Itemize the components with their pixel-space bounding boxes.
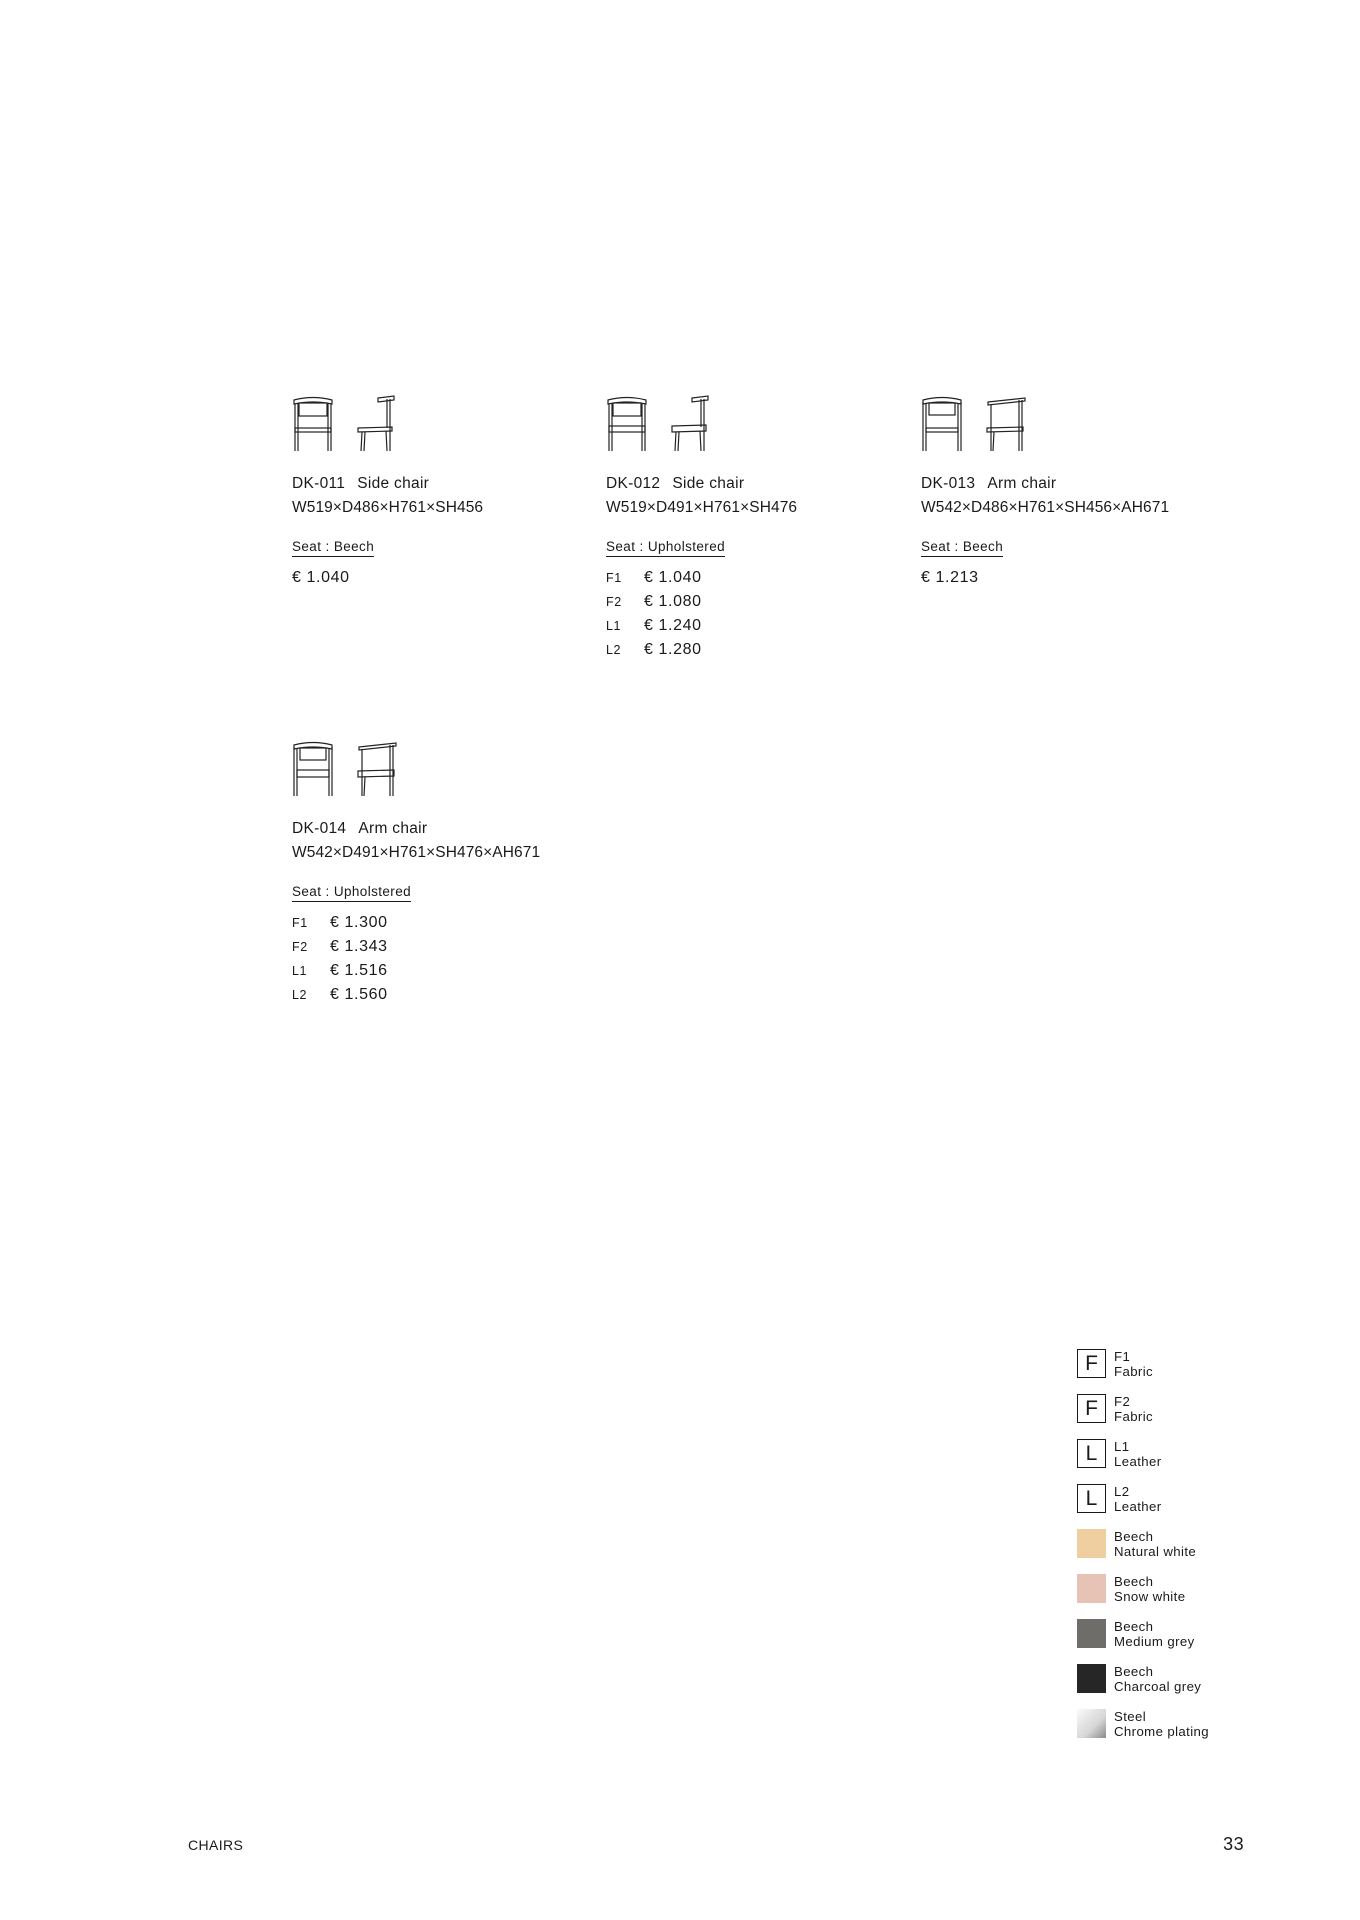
seat-type: Seat : Upholstered (292, 883, 411, 902)
leather-grade-icon: L (1077, 1484, 1106, 1513)
chair-drawings (292, 735, 592, 797)
page-number: 33 (1223, 1834, 1244, 1854)
price-value: € 1.560 (330, 986, 388, 1003)
product-dimensions: W519×D486×H761×SH456 (292, 499, 484, 516)
chair-side-view-icon (985, 394, 1027, 452)
product-dk-012 (606, 390, 906, 665)
price-value: € 1.080 (644, 593, 702, 610)
chair-side-view-icon (356, 394, 398, 452)
price-row (292, 986, 592, 1010)
legend-item-l2 (1077, 1476, 1317, 1521)
seat-type: Seat : Beech (292, 538, 374, 557)
product-code: DK-011 (292, 475, 346, 492)
leather-grade-icon: L (1077, 1439, 1106, 1468)
price-list (292, 569, 592, 593)
price-grade: L2 (606, 643, 622, 657)
legend-item-medium-grey (1077, 1611, 1317, 1656)
product-dimensions: W542×D491×H761×SH476×AH671 (292, 844, 541, 861)
product-name: Side chair (672, 475, 745, 492)
legend-line-1: Beech (1114, 1663, 1154, 1679)
legend-item-charcoal-grey (1077, 1656, 1317, 1701)
color-swatch (1077, 1619, 1106, 1648)
price-value: € 1.516 (330, 962, 388, 979)
price-value: € 1.240 (644, 617, 702, 634)
legend-line-2: Medium grey (1114, 1633, 1195, 1649)
price-grade: F2 (292, 940, 308, 954)
fabric-grade-icon: F (1077, 1349, 1106, 1378)
legend-line-1: Steel (1114, 1708, 1147, 1724)
price-row (606, 593, 906, 617)
legend-line-2: Fabric (1114, 1363, 1154, 1379)
price-row (606, 617, 906, 641)
price-grade: F1 (292, 916, 308, 930)
price-value: € 1.213 (921, 569, 979, 586)
price-row (921, 569, 1221, 593)
legend-line-2: Leather (1114, 1498, 1162, 1514)
fabric-grade-icon: F (1077, 1394, 1106, 1423)
price-value: € 1.040 (644, 569, 702, 586)
legend-line-1: F1 (1114, 1348, 1131, 1364)
product-dk-013 (921, 390, 1221, 593)
price-value: € 1.280 (644, 641, 702, 658)
price-row (292, 569, 592, 593)
color-swatch (1077, 1574, 1106, 1603)
price-list (606, 569, 906, 665)
legend-item-f2 (1077, 1386, 1317, 1431)
section-label: CHAIRS (188, 1837, 244, 1853)
product-name: Arm chair (987, 475, 1057, 492)
legend-item-snow-white (1077, 1566, 1317, 1611)
price-row (292, 938, 592, 962)
price-value: € 1.040 (292, 569, 350, 586)
legend-item-f1 (1077, 1341, 1317, 1386)
product-dimensions: W542×D486×H761×SH456×AH671 (921, 499, 1170, 516)
price-row (606, 569, 906, 593)
color-swatch (1077, 1664, 1106, 1693)
price-list (292, 914, 592, 1010)
legend-line-1: F2 (1114, 1393, 1131, 1409)
product-dk-014 (292, 735, 592, 1010)
price-row (292, 914, 592, 938)
product-dimensions: W519×D491×H761×SH476 (606, 499, 798, 516)
legend-line-2: Chrome plating (1114, 1723, 1210, 1739)
legend-item-l1 (1077, 1431, 1317, 1476)
color-swatch (1077, 1709, 1106, 1738)
product-code: DK-012 (606, 475, 661, 492)
price-grade: L1 (292, 964, 308, 978)
seat-type: Seat : Beech (921, 538, 1003, 557)
chair-front-view-icon (606, 394, 648, 452)
price-value: € 1.300 (330, 914, 388, 931)
price-grade: F2 (606, 595, 622, 609)
price-grade: F1 (606, 571, 622, 585)
legend-item-chrome-plating (1077, 1701, 1317, 1746)
legend-line-2: Leather (1114, 1453, 1162, 1469)
chair-front-view-icon (292, 739, 334, 797)
price-list (921, 569, 1221, 593)
legend-line-2: Snow white (1114, 1588, 1186, 1604)
price-grade: L2 (292, 988, 308, 1002)
chair-side-view-icon (356, 739, 398, 797)
chair-side-view-icon (670, 394, 712, 452)
material-legend (1077, 1341, 1317, 1746)
legend-line-1: Beech (1114, 1528, 1154, 1544)
chair-front-view-icon (292, 394, 334, 452)
legend-line-1: Beech (1114, 1618, 1154, 1634)
product-name: Side chair (357, 475, 430, 492)
price-grade: L1 (606, 619, 622, 633)
legend-line-1: L2 (1114, 1483, 1130, 1499)
chair-drawings (292, 390, 592, 452)
product-name: Arm chair (358, 820, 428, 837)
color-swatch (1077, 1529, 1106, 1558)
legend-line-1: Beech (1114, 1573, 1154, 1589)
legend-item-natural-white (1077, 1521, 1317, 1566)
chair-drawings (606, 390, 906, 452)
price-value: € 1.343 (330, 938, 388, 955)
price-row (292, 962, 592, 986)
legend-line-2: Natural white (1114, 1543, 1197, 1559)
legend-line-2: Fabric (1114, 1408, 1154, 1424)
legend-line-1: L1 (1114, 1438, 1130, 1454)
product-dk-011 (292, 390, 592, 593)
product-code: DK-013 (921, 475, 976, 492)
seat-type: Seat : Upholstered (606, 538, 725, 557)
product-code: DK-014 (292, 820, 347, 837)
price-row (606, 641, 906, 665)
chair-drawings (921, 390, 1221, 452)
chair-front-view-icon (921, 394, 963, 452)
legend-line-2: Charcoal grey (1114, 1678, 1202, 1694)
